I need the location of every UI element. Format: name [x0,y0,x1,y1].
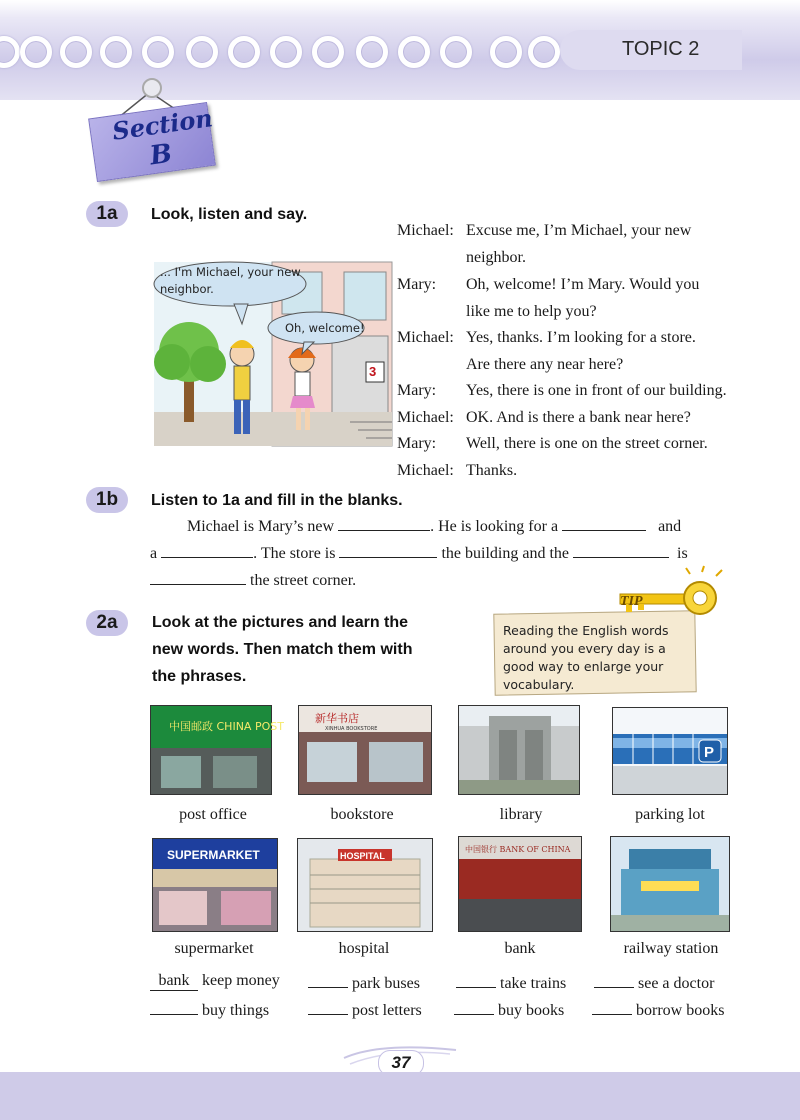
fill-text: the street corner. [250,572,357,589]
dialogue-line: Yes, thanks. I’m looking for a store. [466,329,696,346]
phrase: buy books [498,1002,565,1019]
blank-field[interactable] [339,542,437,558]
parking-icon: P [704,744,715,761]
blank-field[interactable] [456,972,496,988]
topic-label: TOPIC 2 [622,38,700,60]
caption: bank [504,940,536,957]
caption: bookstore [330,806,394,823]
match-row-2 [308,999,422,1020]
instruction-2a: new words. Then match them with [152,641,413,658]
speech-bubble-mary: Oh, welcome! [285,321,365,335]
caption: library [499,806,543,823]
blank-field[interactable] [594,972,634,988]
fill-text: is [677,545,688,562]
fill-text: a [150,545,158,562]
phrase: buy things [202,1002,270,1019]
blank-field[interactable] [308,972,348,988]
fill-line-2 [150,540,688,567]
speaker: Michael: [397,462,454,479]
dialogue-line: Oh, welcome! I’m Mary. Would you [466,276,700,293]
match-row-1 [150,972,280,991]
bank-photo [458,836,582,932]
phrase: take trains [500,975,567,992]
blank-field[interactable] [592,999,632,1015]
speaker: Mary: [397,276,437,293]
bookstore-photo [298,705,432,795]
fill-text: Michael is Mary’s new [187,518,335,535]
dialogue-line: Yes, there is one in front of our building. [466,382,727,399]
instruction-1b: Listen to 1a and fill in the blanks. [151,492,403,509]
match-answer[interactable]: bank [150,972,198,991]
instruction-2a: the phrases. [152,668,247,685]
page-number: 37 [378,1050,424,1076]
caption: hospital [338,940,390,957]
phrase: park buses [352,975,420,992]
bookstore-sign: 新华书店 [315,712,359,725]
dialogue-line: like me to help you? [466,303,597,320]
dialogue-line: Are there any near here? [466,356,624,373]
speaker: Michael: [397,222,454,239]
blank-field[interactable] [150,999,198,1015]
key-icon [590,566,730,622]
fill-text: the building and the [441,545,569,562]
fill-line-3 [150,567,356,594]
blank-field[interactable] [161,542,253,558]
phrase: see a doctor [638,975,715,992]
speaker: Mary: [397,382,437,399]
supermarket-sign: SUPERMARKET [167,848,260,862]
match-row-2 [454,999,564,1020]
blank-field[interactable] [454,999,494,1015]
dialogue-line: OK. And is there a bank near here? [466,409,691,426]
parking-lot-photo [612,707,728,795]
post-office-sign: 中国邮政 CHINA POST [169,720,284,733]
match-row-2 [150,999,269,1020]
instruction-1a: Look, listen and say. [151,206,308,223]
speaker: Mary: [397,435,437,452]
dialogue-line: neighbor. [466,249,526,266]
speech-bubble-michael: ... I'm Michael, your new neighbor. [160,265,301,296]
fill-text: . The store is [253,545,336,562]
pin-icon [142,78,162,98]
bank-sign: 中国银行 BANK OF CHINA [465,845,571,854]
fill-line-1 [187,513,681,540]
library-photo [458,705,580,795]
dialogue-line: Thanks. [466,462,518,479]
railway-station-photo [610,836,730,932]
blank-field[interactable] [150,569,246,585]
caption: parking lot [635,806,705,823]
section-letter: B [148,138,174,172]
tip-text: Reading the English words around you every day is a good way to enlarge your vocabulary. [503,623,669,692]
match-row-1 [594,972,714,993]
match-row-2 [592,999,724,1020]
activity-badge-1a: 1a [86,201,128,227]
hospital-photo [297,838,433,932]
activity-badge-1b: 1b [86,487,128,513]
fill-text: . He is looking for a [430,518,559,535]
supermarket-photo [152,838,278,932]
speaker: Michael: [397,409,454,426]
section-title: Section [110,103,215,146]
hospital-sign: HOSPITAL [340,851,385,861]
match-row-1 [456,972,566,993]
bookstore-sign-en: XINHUA BOOKSTORE [325,726,378,732]
fill-text: and [658,518,682,535]
blank-field[interactable] [562,515,646,531]
dialogue-line: Excuse me, I’m Michael, your new [466,222,692,239]
ring-decoration [0,36,560,72]
door-number: 3 [369,364,377,379]
phrase: keep money [202,972,280,989]
blank-field[interactable] [573,542,669,558]
post-office-photo [150,705,284,795]
caption: railway station [623,940,719,957]
blank-field[interactable] [338,515,430,531]
phrase: post letters [352,1002,422,1019]
caption: supermarket [174,940,254,957]
blank-field[interactable] [308,999,348,1015]
tip-label: TIP [620,594,643,609]
footer-band [0,1072,800,1120]
dialogue-line: Well, there is one on the street corner. [466,435,708,452]
caption: post office [179,806,247,823]
phrase: borrow books [636,1002,725,1019]
activity-badge-2a: 2a [86,610,128,636]
instruction-2a: Look at the pictures and learn the [152,614,409,631]
speaker: Michael: [397,329,454,346]
match-row-1 [308,972,420,993]
